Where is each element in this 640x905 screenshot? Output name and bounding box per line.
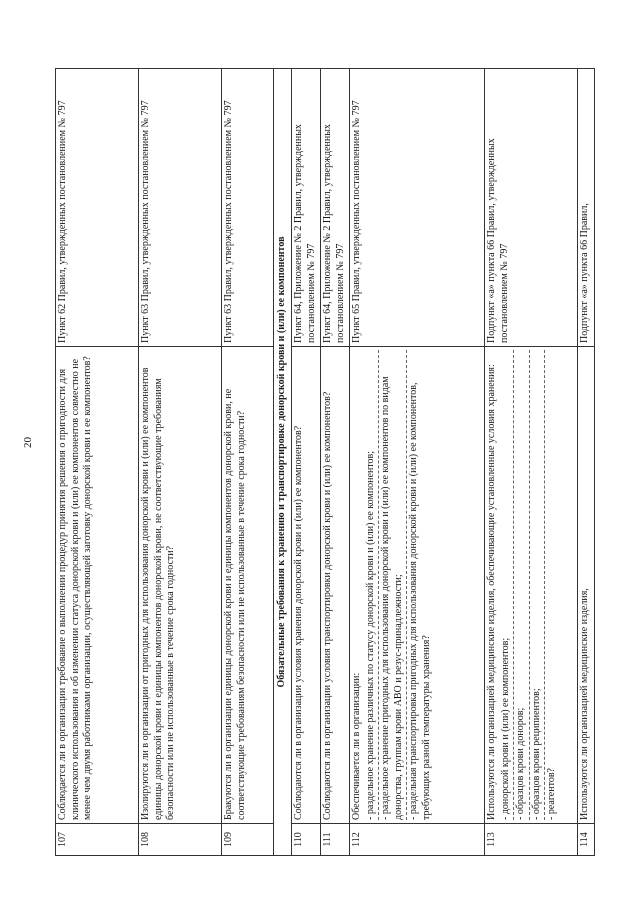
row-number: 111 xyxy=(321,824,350,856)
list-item: - раздельное хранение различных по статусу донорской крови и (или) ее компонентов; xyxy=(364,450,376,820)
legal-reference: Подпункт «а» пункта 66 Правил, xyxy=(578,69,595,347)
list-item: - реагентов? xyxy=(544,350,560,820)
requirements-table xyxy=(55,68,595,856)
list-item: - донорской крови и (или) ее компонентов; xyxy=(499,637,511,820)
question-cell xyxy=(485,347,578,824)
list-item: - образцов крови доноров; xyxy=(513,350,529,820)
sub-item-list xyxy=(499,350,560,820)
question-text: Соблюдается ли в организации требование о выполнении процедур принятия решения о пригодности для клинического использования и об изменении статуса донорской крови и (или) ее компонентов совместно не менее чем двумя работниками организации, осуществляющей заготовку донорской крови и ее компонентов? xyxy=(56,347,139,824)
question-cell xyxy=(350,347,485,824)
question-text: Бракуются ли в организации единицы донорской крови и единицы компонентов донорской крови, не соответствующие требованиям безопасности или не использованные в течение срока годности? xyxy=(222,347,274,824)
table-row xyxy=(350,69,485,856)
list-item: - образцов крови реципиентов; xyxy=(529,350,545,820)
row-number: 108 xyxy=(139,824,222,856)
table-row xyxy=(321,69,350,856)
row-number: 110 xyxy=(292,824,321,856)
table-row xyxy=(222,69,274,856)
page-number: 20 xyxy=(22,437,34,448)
row-number: 112 xyxy=(350,824,485,856)
question-text: Используются ли организацией медицинские изделия, обеспечивающие установленные условия хранения: xyxy=(486,364,497,820)
legal-reference: Пункт 65 Правил, утвержденных постановлением № 797 xyxy=(350,69,485,347)
table-row xyxy=(485,69,578,856)
question-text: Изолируются ли в организации от пригодных для использования донорской крови и (или) ее компонентов единицы донорской крови и единицы компонентов донорской крови, не соответствующие требованиям безопасности или не использованные в течение срока годности? xyxy=(139,347,222,824)
legal-reference: Пункт 62 Правил, утвержденных постановлением № 797 xyxy=(56,69,139,347)
rotated-page-content xyxy=(55,68,595,856)
section-header-row xyxy=(273,69,291,856)
question-text: Соблюдаются ли в организации условия транспортировки донорской крови и (или) ее компонентов? xyxy=(321,347,350,824)
row-number: 109 xyxy=(222,824,274,856)
row-number: 107 xyxy=(56,824,139,856)
legal-reference: Пункт 63 Правил, утвержденных постановлением № 797 xyxy=(139,69,222,347)
list-item: - раздельная транспортировка пригодных для использования донорской крови и (или) ее компонентов, требующих разной температуры хранения? xyxy=(406,350,434,820)
row-number: 114 xyxy=(578,824,595,856)
legal-reference: Пункт 64, Приложение № 2 Правил, утвержденных постановлением № 797 xyxy=(321,69,350,347)
question-text: Используются ли организацией медицинские изделия, xyxy=(578,347,595,824)
section-title: Обязательные требования к хранению и транспортировке донорской крови и (или) ее компонентов xyxy=(273,69,291,856)
question-text: Соблюдаются ли в организации условия хранения донорской крови и (или) ее компонентов? xyxy=(292,347,321,824)
table-row xyxy=(578,69,595,856)
list-item: - раздельное хранение пригодных для использования донорской крови и (или) ее компонентов по видам донорства, группам крови АВО и резус-принадлежности; xyxy=(378,350,406,820)
legal-reference: Пункт 63 Правил, утвержденных постановлением № 797 xyxy=(222,69,274,347)
table-row xyxy=(139,69,222,856)
sub-item-list xyxy=(364,350,435,820)
table-row xyxy=(56,69,139,856)
legal-reference: Пункт 64, Приложение № 2 Правил, утвержденных постановлением № 797 xyxy=(292,69,321,347)
legal-reference: Подпункт «а» пункта 66 Правил, утвержденных постановлением № 797 xyxy=(485,69,578,347)
row-number: 113 xyxy=(485,824,578,856)
table-row xyxy=(292,69,321,856)
question-text: Обеспечивается ли в организации: xyxy=(351,672,363,820)
